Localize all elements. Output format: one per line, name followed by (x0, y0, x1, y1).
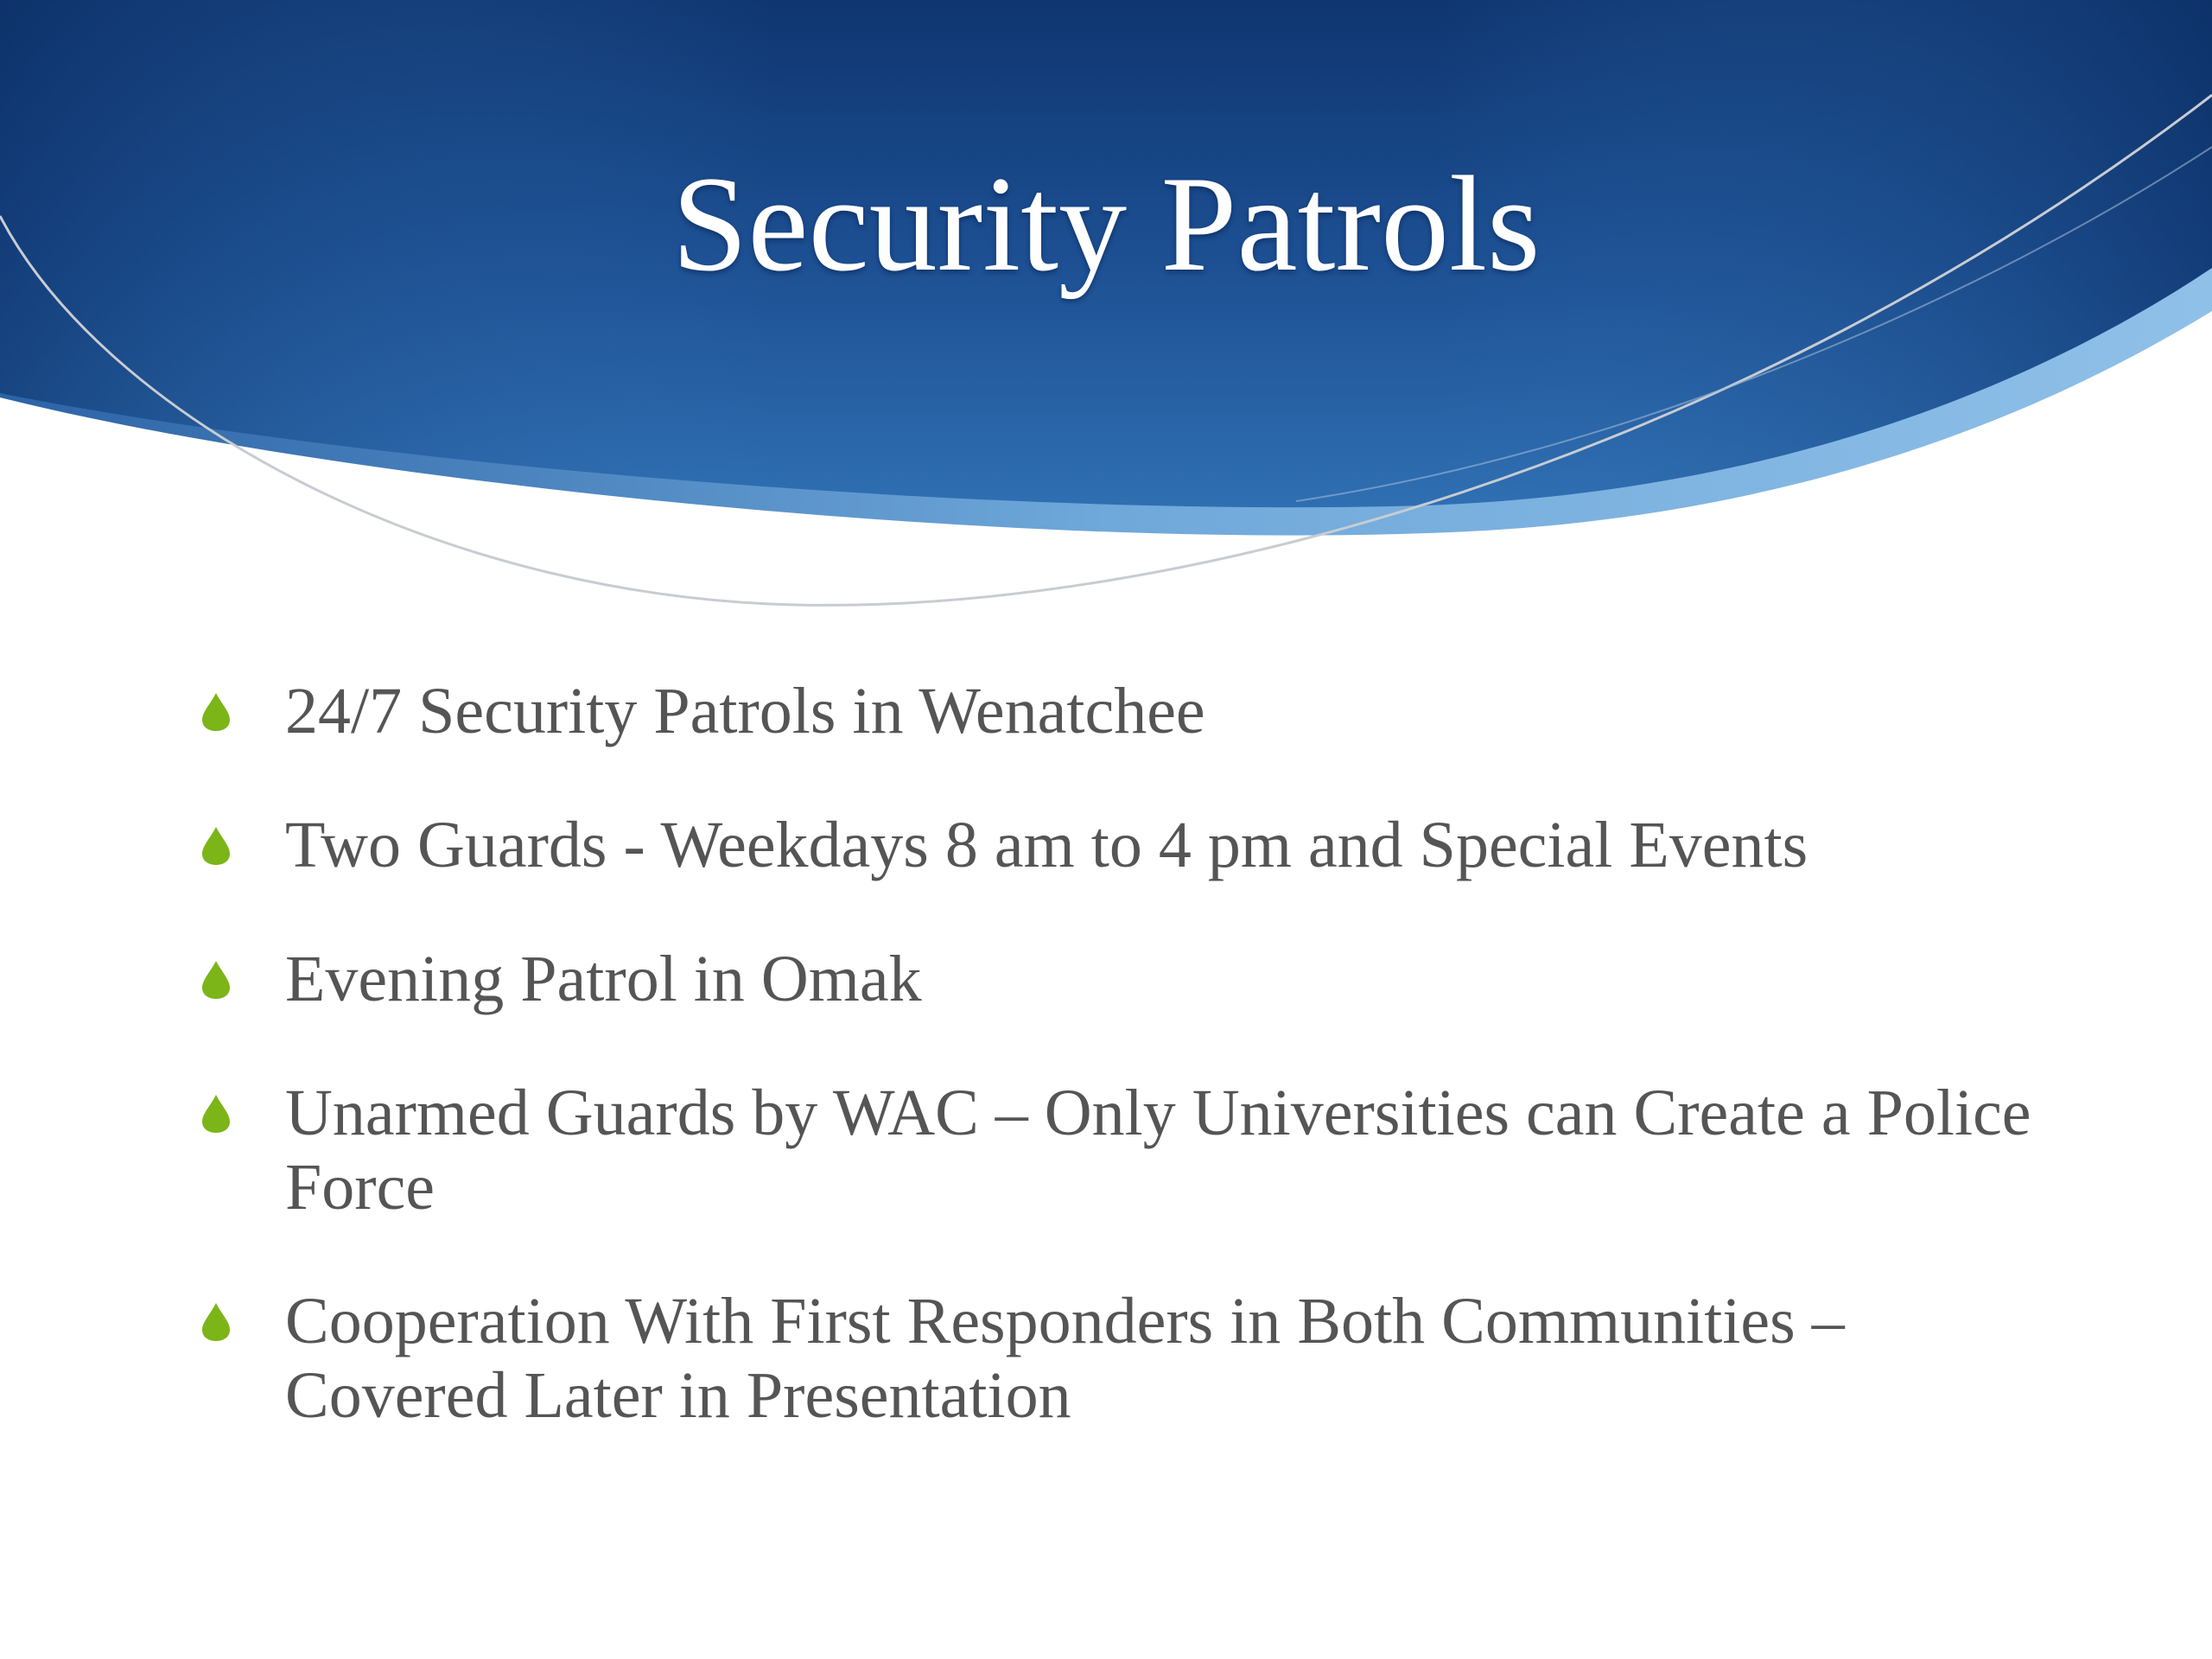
bullet-text: Two Guards - Weekdays 8 am to 4 pm and Special Events (285, 809, 1808, 881)
bullet-text: Unarmed Guards by WAC – Only Universities can Create a Police Force (285, 1077, 2031, 1224)
droplet-icon (199, 1301, 233, 1343)
droplet-icon (199, 691, 233, 733)
droplet-icon (199, 825, 233, 867)
bullet-item (199, 942, 2056, 1016)
slide-title: Security Patrols (671, 149, 1541, 300)
bullet-item (199, 1076, 2056, 1224)
bullet-item (199, 808, 2056, 882)
bullet-item (199, 1284, 2056, 1433)
header-swoosh-background (0, 0, 2212, 622)
droplet-icon (199, 1093, 233, 1135)
bullet-text: Cooperation With First Responders in Both Communities – Covered Later in Presentation (285, 1285, 1845, 1432)
bullet-text: Evening Patrol in Omak (285, 943, 922, 1015)
bullet-text: 24/7 Security Patrols in Wenatchee (285, 675, 1205, 747)
bullet-item (199, 674, 2056, 748)
bullet-list (199, 674, 2056, 1492)
droplet-icon (199, 959, 233, 1001)
